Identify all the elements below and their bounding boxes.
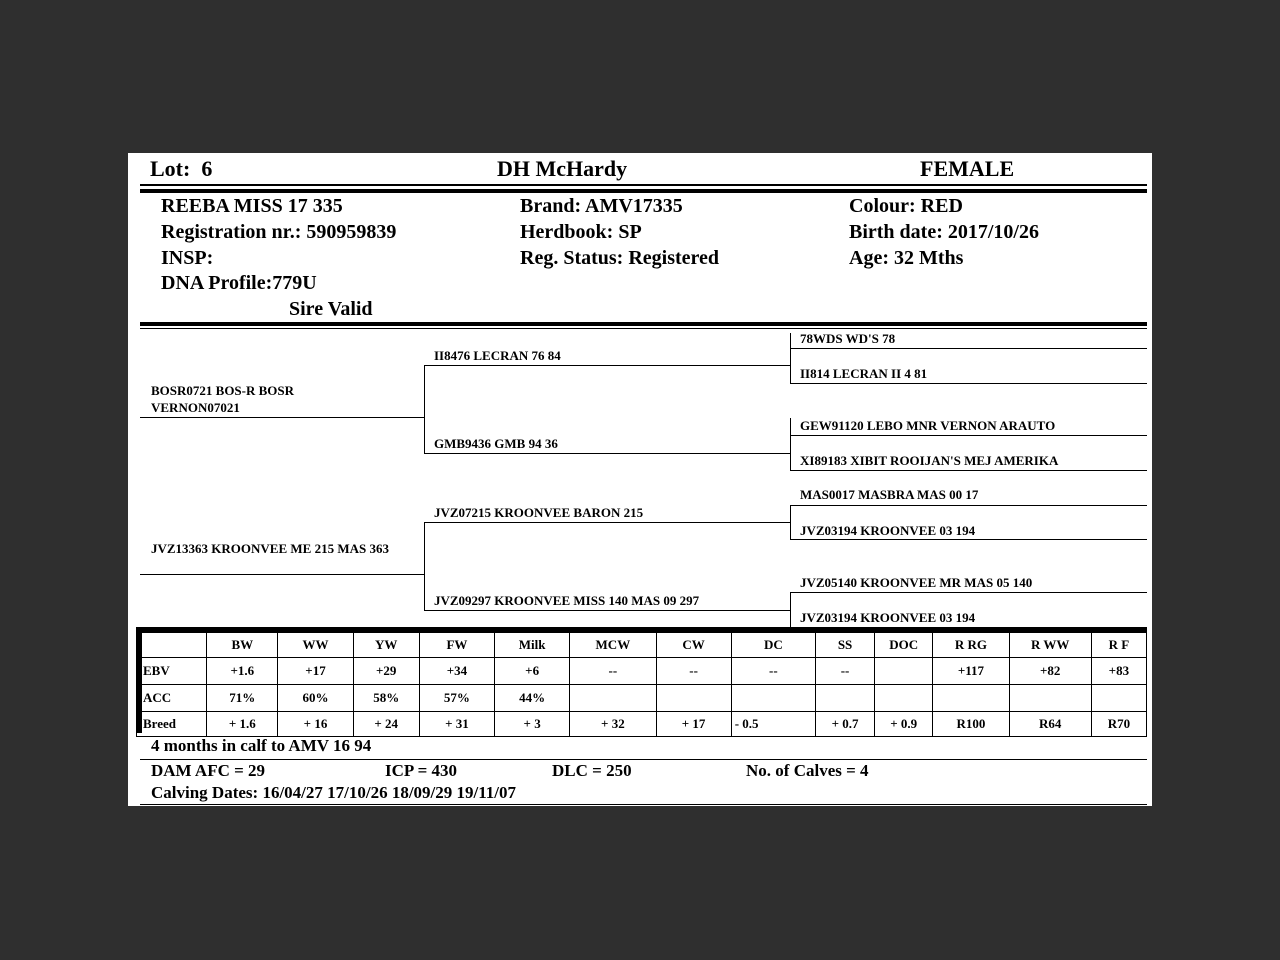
breeder-name: DH McHardy xyxy=(497,156,628,181)
ebv-cell xyxy=(875,658,933,685)
ebv-cell: +17 xyxy=(278,658,353,685)
pedigree-dsd: JVZ03194 KROONVEE 03 194 xyxy=(800,523,976,538)
lot-label: Lot: 6 xyxy=(150,156,213,181)
pedigree-line xyxy=(790,539,1147,540)
dam-afc: DAM AFC = 29 xyxy=(151,761,266,780)
ebv-header-cell: R RG xyxy=(933,633,1009,658)
ebv-cell: +83 xyxy=(1091,658,1146,685)
registration-number: Registration nr.: 590959839 xyxy=(161,221,397,243)
ebv-cell: -- xyxy=(570,658,656,685)
pedigree-line xyxy=(790,348,1147,349)
ebv-cell: +1.6 xyxy=(207,658,278,685)
ebv-cell: + 31 xyxy=(419,712,494,737)
colour: Colour: RED xyxy=(849,195,963,217)
ebv-cell: + 0.7 xyxy=(815,712,874,737)
ebv-cell xyxy=(1009,685,1091,712)
calving-dates: Calving Dates: 16/04/27 17/10/26 18/09/29 19/11/07 xyxy=(151,783,517,802)
ebv-cell: + 16 xyxy=(278,712,353,737)
number-of-calves: No. of Calves = 4 xyxy=(746,761,869,780)
pedigree-dam: JVZ13363 KROONVEE ME 215 MAS 363 xyxy=(151,541,389,556)
sex-label: FEMALE xyxy=(920,156,1015,181)
ebv-cell xyxy=(933,685,1009,712)
ebv-row-label: ACC xyxy=(137,685,207,712)
ebv-header-cell: MCW xyxy=(570,633,656,658)
pedigree-line xyxy=(424,365,790,366)
ebv-cell: +34 xyxy=(419,658,494,685)
ebv-cell: + 17 xyxy=(656,712,731,737)
breed-row xyxy=(137,712,1147,737)
ebv-header-row xyxy=(137,633,1147,658)
ebv-cell: 71% xyxy=(207,685,278,712)
ebv-row xyxy=(137,658,1147,685)
header-rule-thick xyxy=(140,189,1147,193)
ebv-cell: R70 xyxy=(1091,712,1146,737)
ebv-header-cell: WW xyxy=(278,633,353,658)
ebv-table xyxy=(136,632,1147,737)
pedigree-line xyxy=(790,505,1147,506)
pedigree-sdd: XI89183 XIBIT ROOIJAN'S MEJ AMERIKA xyxy=(800,453,1059,468)
pedigree-sire-sire: II8476 LECRAN 76 84 xyxy=(434,348,561,363)
pedigree-dds: JVZ05140 KROONVEE MR MAS 05 140 xyxy=(800,575,1033,590)
ebv-header-cell: Milk xyxy=(495,633,570,658)
pedigree-bracket xyxy=(424,522,425,610)
ebv-cell xyxy=(570,685,656,712)
herdbook: Herdbook: SP xyxy=(520,221,642,243)
pedigree-bracket xyxy=(424,365,425,453)
ebv-cell: 44% xyxy=(495,685,570,712)
pedigree-bracket xyxy=(790,333,791,383)
ebv-header-cell: DC xyxy=(731,633,815,658)
pedigree-bracket xyxy=(790,418,791,470)
pedigree-line xyxy=(424,453,790,454)
footer-rule xyxy=(140,759,1147,760)
info-rule xyxy=(140,328,1147,329)
dlc: DLC = 250 xyxy=(552,761,632,780)
acc-row xyxy=(137,685,1147,712)
ebv-header-cell: FW xyxy=(419,633,494,658)
animal-name: REEBA MISS 17 335 xyxy=(161,195,343,217)
ebv-header-cell: SS xyxy=(815,633,874,658)
age: Age: 32 Mths xyxy=(849,247,964,269)
lot-card xyxy=(128,153,1152,806)
insp-label: INSP: xyxy=(161,247,214,269)
ebv-cell: 57% xyxy=(419,685,494,712)
pedigree-line xyxy=(790,592,1147,593)
ebv-cell: + 3 xyxy=(495,712,570,737)
reg-status: Reg. Status: Registered xyxy=(520,247,720,269)
pedigree-sss: 78WDS WD'S 78 xyxy=(800,331,896,346)
brand: Brand: AMV17335 xyxy=(520,195,683,217)
pedigree-ddd: JVZ03194 KROONVEE 03 194 xyxy=(800,610,976,625)
ebv-cell: + 32 xyxy=(570,712,656,737)
ebv-cell: 58% xyxy=(353,685,419,712)
birth-date: Birth date: 2017/10/26 xyxy=(849,221,1039,243)
ebv-header-cell: DOC xyxy=(875,633,933,658)
pedigree-dss: MAS0017 MASBRA MAS 00 17 xyxy=(800,487,979,502)
sire-valid: Sire Valid xyxy=(289,298,373,320)
pedigree-dam-dam: JVZ09297 KROONVEE MISS 140 MAS 09 297 xyxy=(434,593,700,608)
ebv-cell: +117 xyxy=(933,658,1009,685)
ebv-cell: + 24 xyxy=(353,712,419,737)
ebv-cell: R100 xyxy=(933,712,1009,737)
pedigree-bracket xyxy=(790,505,791,539)
pedigree-sire-dam: GMB9436 GMB 94 36 xyxy=(434,436,558,451)
ebv-cell: +29 xyxy=(353,658,419,685)
ebv-cell xyxy=(875,685,933,712)
ebv-header-cell: R F xyxy=(1091,633,1146,658)
ebv-cell: 60% xyxy=(278,685,353,712)
ebv-cell xyxy=(1091,685,1146,712)
pedigree-dam-sire: JVZ07215 KROONVEE BARON 215 xyxy=(434,505,644,520)
pedigree-line xyxy=(790,470,1147,471)
ebv-cell: -- xyxy=(731,658,815,685)
ebv-header-cell: R WW xyxy=(1009,633,1091,658)
pedigree-line xyxy=(424,610,790,611)
pedigree-line xyxy=(790,435,1147,436)
ebv-header-cell: CW xyxy=(656,633,731,658)
ebv-cell xyxy=(656,685,731,712)
ebv-cell: -- xyxy=(656,658,731,685)
dna-profile: DNA Profile:779U xyxy=(161,272,317,294)
ebv-row-label: Breed xyxy=(137,712,207,737)
header-rule xyxy=(140,184,1147,186)
pedigree-line xyxy=(790,383,1147,384)
ebv-cell xyxy=(815,685,874,712)
pedigree-sire: BOSR0721 BOS-R BOSR VERNON07021 xyxy=(151,383,295,415)
ebv-cell: + 1.6 xyxy=(207,712,278,737)
pedigree-bracket xyxy=(790,592,791,627)
ebv-cell: -- xyxy=(815,658,874,685)
ebv-header-cell xyxy=(137,633,207,658)
pedigree-line xyxy=(424,522,790,523)
pedigree-line xyxy=(140,417,424,418)
ebv-cell: + 0.9 xyxy=(875,712,933,737)
ebv-cell: +82 xyxy=(1009,658,1091,685)
lot-number: 6 xyxy=(201,156,213,181)
ebv-cell xyxy=(731,685,815,712)
ebv-header-cell: YW xyxy=(353,633,419,658)
pedigree-ssd: II814 LECRAN II 4 81 xyxy=(800,366,928,381)
in-calf-note: 4 months in calf to AMV 16 94 xyxy=(151,736,372,755)
pedigree-line xyxy=(140,574,424,575)
pedigree-sds: GEW91120 LEBO MNR VERNON ARAUTO xyxy=(800,418,1056,433)
ebv-header-cell: BW xyxy=(207,633,278,658)
icp: ICP = 430 xyxy=(385,761,458,780)
footer-bottom-rule xyxy=(140,804,1147,805)
ebv-cell: R64 xyxy=(1009,712,1091,737)
info-rule-thick xyxy=(140,322,1147,326)
ebv-cell: - 0.5 xyxy=(731,712,815,737)
ebv-row-label: EBV xyxy=(137,658,207,685)
ebv-cell: +6 xyxy=(495,658,570,685)
